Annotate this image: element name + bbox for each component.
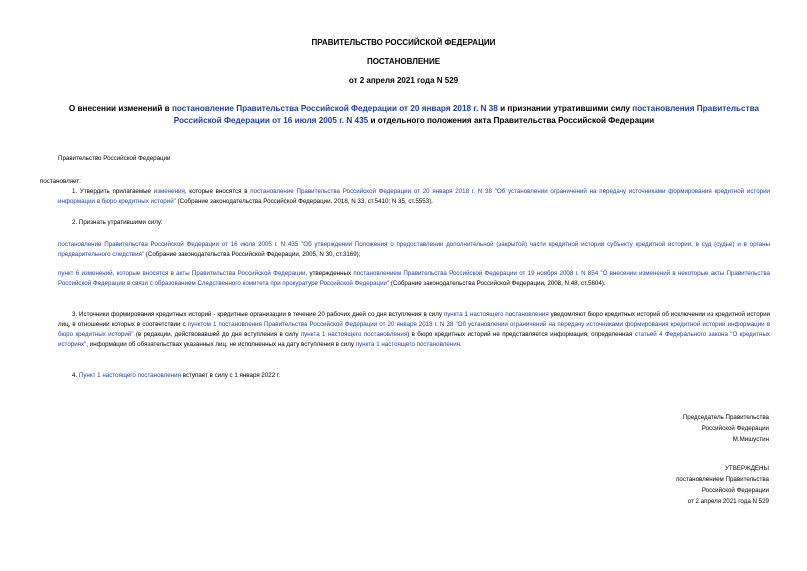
p3-link-item-1[interactable]: пункта 1 настоящего постановления: [355, 341, 460, 348]
government-line: Правительство Российской Федерации: [58, 155, 171, 162]
p3-text: ) в бюро кредитных историй не представляется информация, определенная: [407, 331, 635, 338]
p1-link-decree-38[interactable]: постановление Правительства Российской Федерации от 20 января 2018 г. N 38 "Об установлении ограничений на передачу источниками формирования кредитной истории информации в бюро кредитных историй": [58, 188, 770, 205]
p3-text: 3. Источники формирования кредитных историй - кредитные организации в течение 20 рабочих дней со дня вступления в силу: [72, 311, 444, 318]
paragraph-2b: [58, 269, 770, 289]
p1-link-changes[interactable]: изменения: [153, 188, 185, 195]
p2a-link-decree-435[interactable]: постановление Правительства Российской Федерации от 16 июля 2005 г. N 435 "Об утверждении Положения о предоставлении дополнительной (закрытой) части кредитной истории субъекту кредитной истории, в суд (судье) и в органы предварительного следствия": [58, 241, 770, 258]
signature-country: Российской Федерации: [701, 425, 769, 432]
title-text: и отдельного положения акта Правительства Российской Федерации: [368, 116, 655, 125]
p4-text: 4.: [72, 372, 79, 379]
doc-title: [58, 103, 770, 127]
p2b-link-item-6[interactable]: пункт 6 изменений, которые вносятся в акты Правительства Российской Федерации: [58, 270, 306, 277]
approved-heading: УТВЕРЖДЕНЫ: [725, 465, 769, 472]
approved-country: Российской Федерации: [701, 487, 769, 494]
doc-type-heading: ПОСТАНОВЛЕНИЕ: [366, 57, 441, 66]
approved-date: от 2 апреля 2021 года N 529: [687, 498, 769, 505]
title-link-decree-38[interactable]: постановление Правительства Российской Федерации от 20 января 2018 г. N 38: [171, 104, 498, 113]
p1-text: (Собрание законодательства Российской Федерации, 2018, N 33, ст.5410; N 35, ст.5553).: [175, 198, 433, 205]
doc-date: от 2 апреля 2021 года N 529: [348, 76, 459, 85]
p3-text: (в редакции, действовавшей до дня вступления в силу: [133, 331, 301, 338]
p2b-link-decree-854[interactable]: постановлением Правительства Российской Федерации от 19 ноября 2008 г. N 854 "О внесении изменений в некоторые акты Правительства Российской Федерации в связи с образованием Следственного комитета при прокуратуре Российской Федерации": [58, 270, 770, 287]
signature-block: [683, 412, 769, 445]
approved-by: постановлением Правительства: [676, 476, 769, 483]
paragraph-3: [58, 310, 770, 350]
org-heading: ПРАВИТЕЛЬСТВО РОССИЙСКОЙ ФЕДЕРАЦИИ: [311, 38, 496, 47]
paragraph-1: [58, 187, 770, 207]
p1-text: 1. Утвердить прилагаемые: [72, 188, 154, 195]
p3-link-item-1[interactable]: пункта 1 настоящего постановления: [300, 331, 408, 338]
signature-name: М.Мишустин: [732, 436, 769, 443]
p3-text: , информации об обязательствах указанных лиц, не исполненных на дату вступления в силу: [86, 341, 356, 348]
p3-text: уведомляют бюро кредитных историй об исключении из кредитной истории лиц, в отношении которых в соответствии с: [58, 311, 770, 328]
p2a-text: (Собрание законодательства Российской Федерации, 2005, N 30, ст.3169);: [144, 251, 361, 258]
p2b-text: (Собрание законодательства Российской Федерации, 2008, N 48, ст.5604).: [389, 280, 606, 287]
approved-block: [676, 463, 769, 507]
p3-text: .: [460, 341, 462, 348]
title-text: и признании утратившими силу: [497, 104, 633, 113]
p2b-text: , утвержденных: [305, 270, 354, 277]
signature-position: Председатель Правительства: [682, 414, 769, 421]
title-link-decree-435[interactable]: постановления Правительства Российской Федерации от 16 июля 2005 г. N 435: [173, 104, 760, 125]
paragraph-2: 2. Признать утратившими силу:: [72, 219, 163, 226]
p3-link-law-article-4[interactable]: статьей 4 Федерального закона "О кредитных историях": [58, 331, 770, 348]
paragraph-4: [58, 371, 770, 381]
p1-text: , которые вносятся в: [184, 188, 251, 195]
p4-link-item-1[interactable]: Пункт 1 настоящего постановления: [78, 372, 181, 379]
decides-line: постановляет:: [40, 178, 81, 185]
p3-link-item-1[interactable]: пункта 1 настоящего постановления: [443, 311, 549, 318]
paragraph-2a: [58, 240, 770, 260]
title-text: О внесении изменений в: [68, 104, 172, 113]
p4-text: вступает в силу с 1 января 2022 г.: [180, 372, 281, 379]
p3-link-decree-38-item-1[interactable]: пунктом 1 постановления Правительства Российской Федерации от 20 января 2018 г. N 38 "Об установлении ограничений на передачу источниками формирования кредитной истории информации в бюро кредитных историй": [58, 321, 770, 338]
